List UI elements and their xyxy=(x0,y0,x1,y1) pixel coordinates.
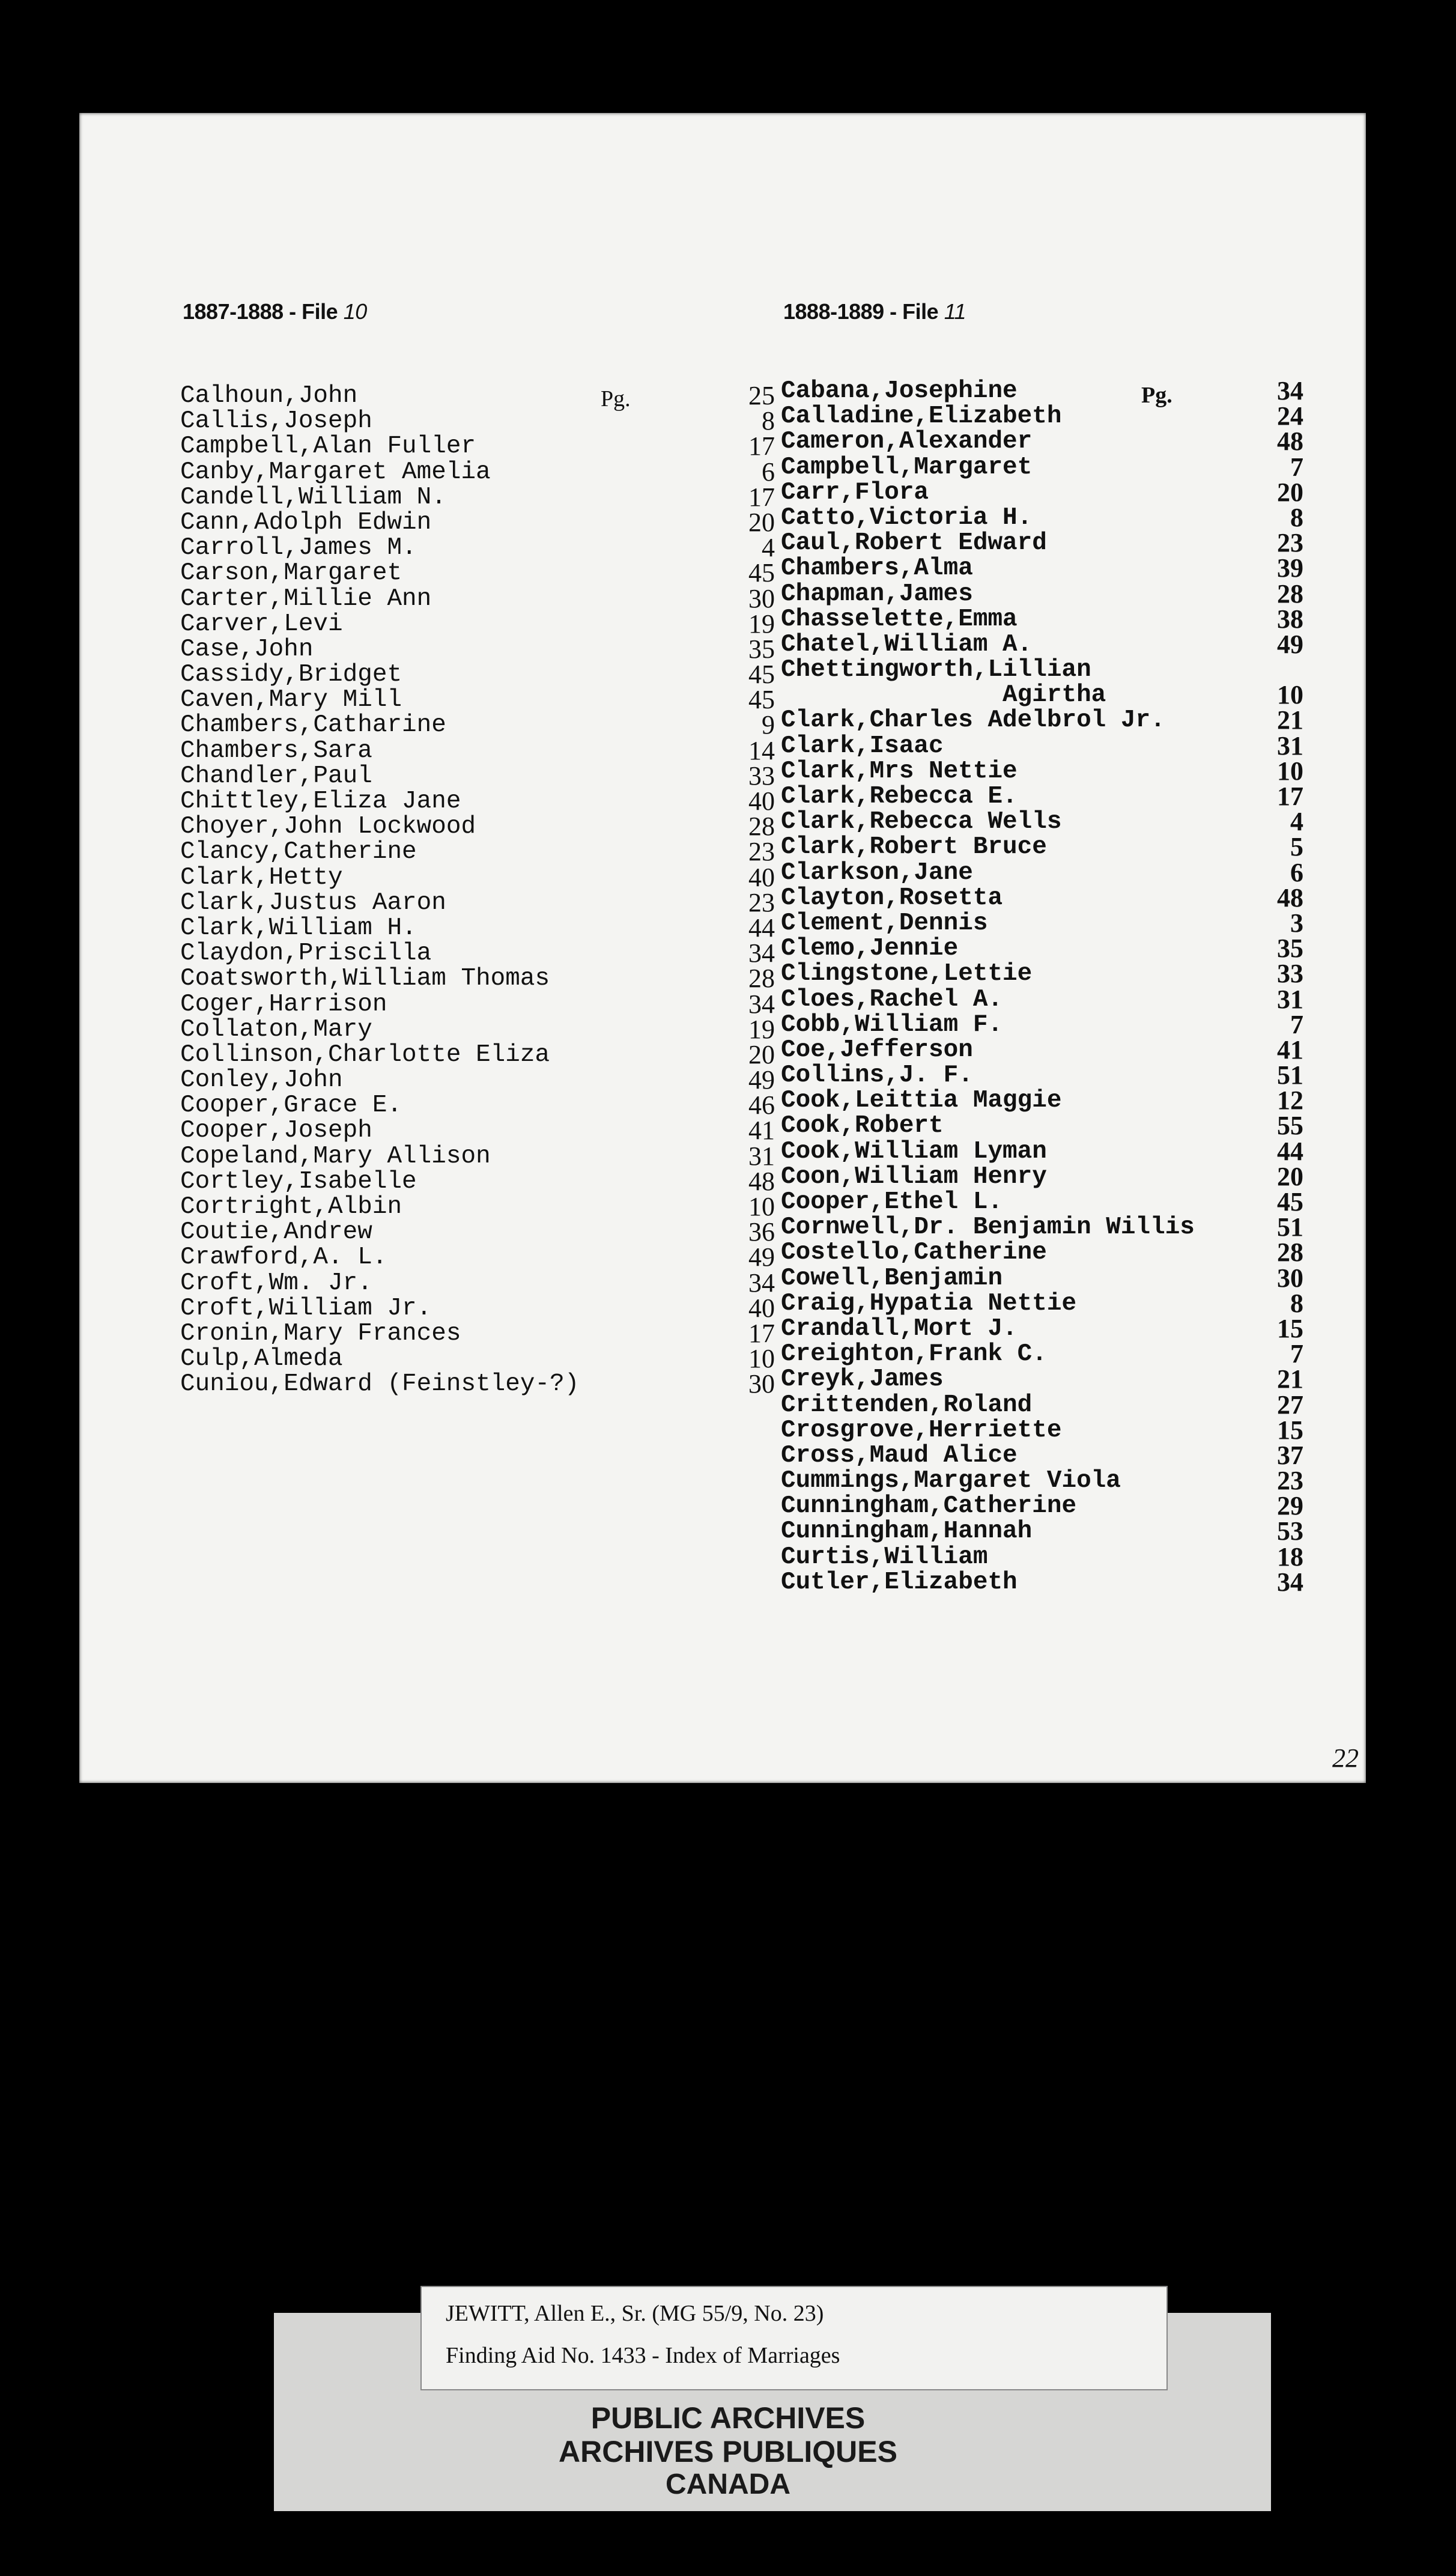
entry-page: 55 xyxy=(1277,1111,1303,1141)
entry-name: Case,John xyxy=(180,635,314,663)
entry-name: Cooper,Ethel L. xyxy=(781,1188,1003,1216)
entry-page: 15 xyxy=(1277,1415,1303,1445)
entry-page: 10 xyxy=(1277,756,1303,786)
entry-page: 6 xyxy=(762,457,775,487)
entry-name: Carson,Margaret xyxy=(180,559,402,588)
entry-name: Copeland,Mary Allison xyxy=(180,1142,491,1170)
entry-page: 8 xyxy=(1290,502,1303,532)
entry-page: 17 xyxy=(1277,782,1303,811)
entry-page: 49 xyxy=(748,1065,775,1095)
entry-name: Clark,Rebecca Wells xyxy=(781,808,1062,836)
entry-name: Campbell,Margaret xyxy=(781,453,1033,481)
entry-name: Clark,Mrs Nettie xyxy=(781,757,1018,785)
entry-name: Cook,Robert xyxy=(781,1112,944,1140)
entry-name: Cunningham,Catherine xyxy=(781,1492,1077,1520)
entry-name: Callis,Joseph xyxy=(180,407,372,436)
entry-name: Carroll,James M. xyxy=(180,534,417,562)
finding-aid-label xyxy=(420,2286,1168,2390)
entry-page: 49 xyxy=(1277,629,1303,659)
entry-page: 31 xyxy=(1277,731,1303,761)
entry-page: 34 xyxy=(748,1268,775,1298)
entry-page: 17 xyxy=(748,431,775,461)
entry-name: Chasselette,Emma xyxy=(781,605,1018,633)
entry-name: Creighton,Frank C. xyxy=(781,1340,1047,1368)
entry-page: 34 xyxy=(748,989,775,1019)
entry-page: 12 xyxy=(1277,1086,1303,1116)
entry-page: 4 xyxy=(1290,807,1303,837)
entry-page: 9 xyxy=(762,710,775,740)
right-page-label: Pg. xyxy=(1141,383,1172,408)
entry-name: Caven,Mary Mill xyxy=(180,686,402,714)
entry-page: 20 xyxy=(748,1039,775,1069)
entry-name: Cortley,Isabelle xyxy=(180,1167,417,1195)
entry-name: Cassidy,Bridget xyxy=(180,661,402,689)
entry-page: 48 xyxy=(1277,427,1303,457)
entry-page: 28 xyxy=(748,812,775,842)
entry-page: 21 xyxy=(1277,705,1303,735)
entry-name: Crosgrove,Herriette xyxy=(781,1416,1062,1444)
entry-page: 20 xyxy=(748,507,775,537)
entry-page: 31 xyxy=(1277,984,1303,1014)
right-column-heading xyxy=(783,299,966,324)
entry-page: 27 xyxy=(1277,1390,1303,1420)
entry-page: 8 xyxy=(1290,1288,1303,1318)
entry-name: Carr,Flora xyxy=(781,478,929,506)
entry-page: 14 xyxy=(748,735,775,765)
entry-page: 40 xyxy=(748,1293,775,1323)
entry-page: 34 xyxy=(1277,1567,1303,1597)
entry-name: Cooper,Grace E. xyxy=(180,1092,402,1120)
entry-name: Crandall,Mort J. xyxy=(781,1314,1018,1343)
entry-name: Culp,Almeda xyxy=(180,1345,343,1373)
entry-name: Collinson,Charlotte Eliza xyxy=(180,1040,550,1069)
entry-page: 8 xyxy=(762,406,775,436)
entry-page: 40 xyxy=(748,786,775,816)
entry-name: Chambers,Alma xyxy=(781,554,973,583)
entry-name: Croft,Wm. Jr. xyxy=(180,1269,372,1297)
entry-page: 23 xyxy=(1277,528,1303,558)
entry-page: 36 xyxy=(748,1217,775,1247)
entry-page: 41 xyxy=(1277,1034,1303,1065)
entry-name: Calladine,Elizabeth xyxy=(781,402,1062,431)
entry-page: 39 xyxy=(1277,553,1303,583)
entry-page: 6 xyxy=(1290,857,1303,887)
entry-name: Clarkson,Jane xyxy=(781,858,973,887)
left-heading-file: 10 xyxy=(343,299,367,324)
entry-name: Chambers,Catharine xyxy=(180,711,446,740)
entry-page: 48 xyxy=(1277,882,1303,913)
entry-page: 34 xyxy=(748,938,775,968)
entry-name: Cowell,Benjamin xyxy=(781,1264,1003,1292)
right-heading-file: 11 xyxy=(944,299,966,324)
entry-name: Cook,Leittia Maggie xyxy=(781,1087,1062,1115)
entry-name: Clayton,Rosetta xyxy=(781,884,1003,912)
entry-name: Coger,Harrison xyxy=(180,990,387,1018)
document-page xyxy=(79,113,1366,1783)
entry-page: 30 xyxy=(748,583,775,613)
entry-name: Clingstone,Lettie xyxy=(781,960,1033,988)
entry-page: 51 xyxy=(1277,1060,1303,1090)
entry-name: Coutie,Andrew xyxy=(180,1218,372,1247)
entry-page: 45 xyxy=(748,660,775,690)
entry-name: Claydon,Priscilla xyxy=(180,940,432,968)
entry-name: Chettingworth,Lillian xyxy=(781,656,1091,684)
entry-page: 20 xyxy=(1277,1161,1303,1191)
entry-page: 31 xyxy=(748,1141,775,1171)
entry-page: 45 xyxy=(748,558,775,588)
entry-page: 51 xyxy=(1277,1212,1303,1242)
entry-name: Clark,Rebecca E. xyxy=(781,783,1018,810)
entry-name: Cloes,Rachel A. xyxy=(781,985,1003,1013)
entry-page: 34 xyxy=(1277,376,1303,406)
entry-name: Cornwell,Dr. Benjamin Willis xyxy=(781,1214,1195,1242)
entry-name: Canby,Margaret Amelia xyxy=(180,458,491,486)
entry-page: 20 xyxy=(1277,477,1303,507)
entry-name: Cross,Maud Alice xyxy=(781,1441,1018,1469)
entry-name: Clark,William H. xyxy=(180,914,417,942)
entry-page: 17 xyxy=(748,1318,775,1348)
entry-name: Coatsworth,William Thomas xyxy=(180,965,550,993)
entry-name: Agirtha xyxy=(781,681,1106,709)
entry-page: 4 xyxy=(762,533,775,563)
entry-name: Cummings,Margaret Viola xyxy=(781,1467,1121,1495)
entry-page: 35 xyxy=(748,634,775,664)
right-heading-years: 1888-1889 - File xyxy=(783,299,939,324)
stamp-line-2: ARCHIVES PUBLIQUES xyxy=(559,2435,897,2468)
entry-page: 19 xyxy=(748,1014,775,1044)
entry-name: Calhoun,John xyxy=(180,382,358,410)
entry-page: 23 xyxy=(748,837,775,867)
entry-name: Creyk,James xyxy=(781,1365,944,1394)
entry-name: Clark,Robert Bruce xyxy=(781,833,1047,861)
entry-name: Collins,J. F. xyxy=(781,1062,973,1090)
entry-name: Clark,Justus Aaron xyxy=(180,889,446,917)
entry-page: 23 xyxy=(748,887,775,917)
entry-name: Chandler,Paul xyxy=(180,762,372,790)
entry-name: Collaton,Mary xyxy=(180,1015,372,1043)
entry-name: Clark,Hetty xyxy=(180,863,343,892)
entry-page: 15 xyxy=(1277,1313,1303,1343)
entry-name: Cutler,Elizabeth xyxy=(781,1568,1018,1596)
entry-name: Chapman,James xyxy=(781,580,973,608)
entry-name: Cabana,Josephine xyxy=(781,377,1018,405)
entry-name: Curtis,William xyxy=(781,1543,988,1571)
left-column-heading xyxy=(183,299,367,324)
entry-name: Clemo,Jennie xyxy=(781,935,959,963)
entry-page: 10 xyxy=(748,1344,775,1374)
entry-page: 10 xyxy=(1277,680,1303,710)
label-line-2: Finding Aid No. 1433 - Index of Marriages xyxy=(446,2343,840,2368)
entry-name: Clancy,Catherine xyxy=(180,838,417,866)
entry-page: 37 xyxy=(1277,1440,1303,1470)
entry-page: 33 xyxy=(748,761,775,791)
entry-name: Cunningham,Hannah xyxy=(781,1517,1033,1546)
entry-name: Candell,William N. xyxy=(180,483,446,511)
entry-page: 41 xyxy=(748,1116,775,1146)
entry-name: Chittley,Eliza Jane xyxy=(180,788,461,815)
entry-name: Cooper,Joseph xyxy=(180,1117,372,1145)
entry-page: 7 xyxy=(1290,452,1303,482)
entry-page: 30 xyxy=(1277,1263,1303,1293)
label-line-1: JEWITT, Allen E., Sr. (MG 55/9, No. 23) xyxy=(446,2301,824,2326)
entry-name: Costello,Catherine xyxy=(781,1239,1047,1267)
entry-page: 46 xyxy=(748,1090,775,1120)
entry-page: 28 xyxy=(1277,1238,1303,1268)
entry-name: Cobb,William F. xyxy=(781,1010,1003,1039)
left-page-label: Pg. xyxy=(601,386,631,412)
entry-name: Crawford,A. L. xyxy=(180,1244,387,1272)
entry-page: 21 xyxy=(1277,1364,1303,1394)
entry-name: Clark,Isaac xyxy=(781,732,944,760)
entry-name: Carter,Millie Ann xyxy=(180,585,432,613)
entry-name: Choyer,John Lockwood xyxy=(180,813,476,841)
entry-name: Cronin,Mary Frances xyxy=(180,1319,461,1347)
entry-name: Craig,Hypatia Nettie xyxy=(781,1289,1077,1317)
entry-page: 28 xyxy=(1277,579,1303,609)
entry-page: 24 xyxy=(1277,401,1303,431)
entry-name: Chatel,William A. xyxy=(781,630,1033,658)
entry-name: Crittenden,Roland xyxy=(781,1391,1033,1419)
entry-name: Cann,Adolph Edwin xyxy=(180,508,432,536)
entry-page: 29 xyxy=(1277,1491,1303,1521)
entry-name: Coon,William Henry xyxy=(781,1162,1047,1191)
stamp-line-3: CANADA xyxy=(666,2468,790,2500)
entry-page: 48 xyxy=(748,1166,775,1196)
entry-name: Coe,Jefferson xyxy=(781,1036,973,1064)
entry-page: 40 xyxy=(748,862,775,892)
entry-name: Croft,William Jr. xyxy=(180,1294,432,1322)
entry-name: Cuniou,Edward (Feinstley-?) xyxy=(180,1370,580,1399)
entry-page: 10 xyxy=(748,1192,775,1221)
entry-name: Catto,Victoria H. xyxy=(781,503,1033,532)
entry-page: 5 xyxy=(1290,832,1303,862)
entry-page: 3 xyxy=(1290,908,1303,938)
entry-page: 44 xyxy=(748,913,775,943)
entry-page: 33 xyxy=(1277,959,1303,989)
entry-page: 28 xyxy=(748,964,775,994)
entry-name: Clark,Charles Adelbrol Jr. xyxy=(781,706,1165,735)
entry-page: 45 xyxy=(748,685,775,715)
entry-page: 53 xyxy=(1277,1516,1303,1546)
left-heading-years: 1887-1888 - File xyxy=(183,299,338,324)
entry-page: 18 xyxy=(1277,1542,1303,1572)
entry-page: 7 xyxy=(1290,1339,1303,1369)
entry-page: 19 xyxy=(748,609,775,639)
entry-name: Carver,Levi xyxy=(180,610,343,638)
stamp-line-1: PUBLIC ARCHIVES xyxy=(590,2401,866,2435)
entry-name: Conley,John xyxy=(180,1066,343,1095)
page-number: 22 xyxy=(1332,1743,1359,1773)
entry-name: Campbell,Alan Fuller xyxy=(180,433,476,461)
entry-page: 35 xyxy=(1277,934,1303,964)
entry-name: Cortright,Albin xyxy=(180,1193,402,1221)
entry-page: 7 xyxy=(1290,1009,1303,1039)
entry-name: Cook,William Lyman xyxy=(781,1137,1047,1165)
entry-page: 49 xyxy=(748,1242,775,1272)
entry-page: 38 xyxy=(1277,604,1303,634)
entry-page: 30 xyxy=(748,1369,775,1399)
entry-page: 44 xyxy=(1277,1136,1303,1166)
entry-page: 23 xyxy=(1277,1466,1303,1496)
entry-name: Chambers,Sara xyxy=(180,737,372,765)
entry-page: 17 xyxy=(748,482,775,512)
entry-name: Caul,Robert Edward xyxy=(781,529,1047,557)
entry-page: 45 xyxy=(1277,1187,1303,1217)
entry-name: Cameron,Alexander xyxy=(781,428,1033,456)
entry-page: 25 xyxy=(748,381,775,410)
entry-name: Clement,Dennis xyxy=(781,909,988,937)
